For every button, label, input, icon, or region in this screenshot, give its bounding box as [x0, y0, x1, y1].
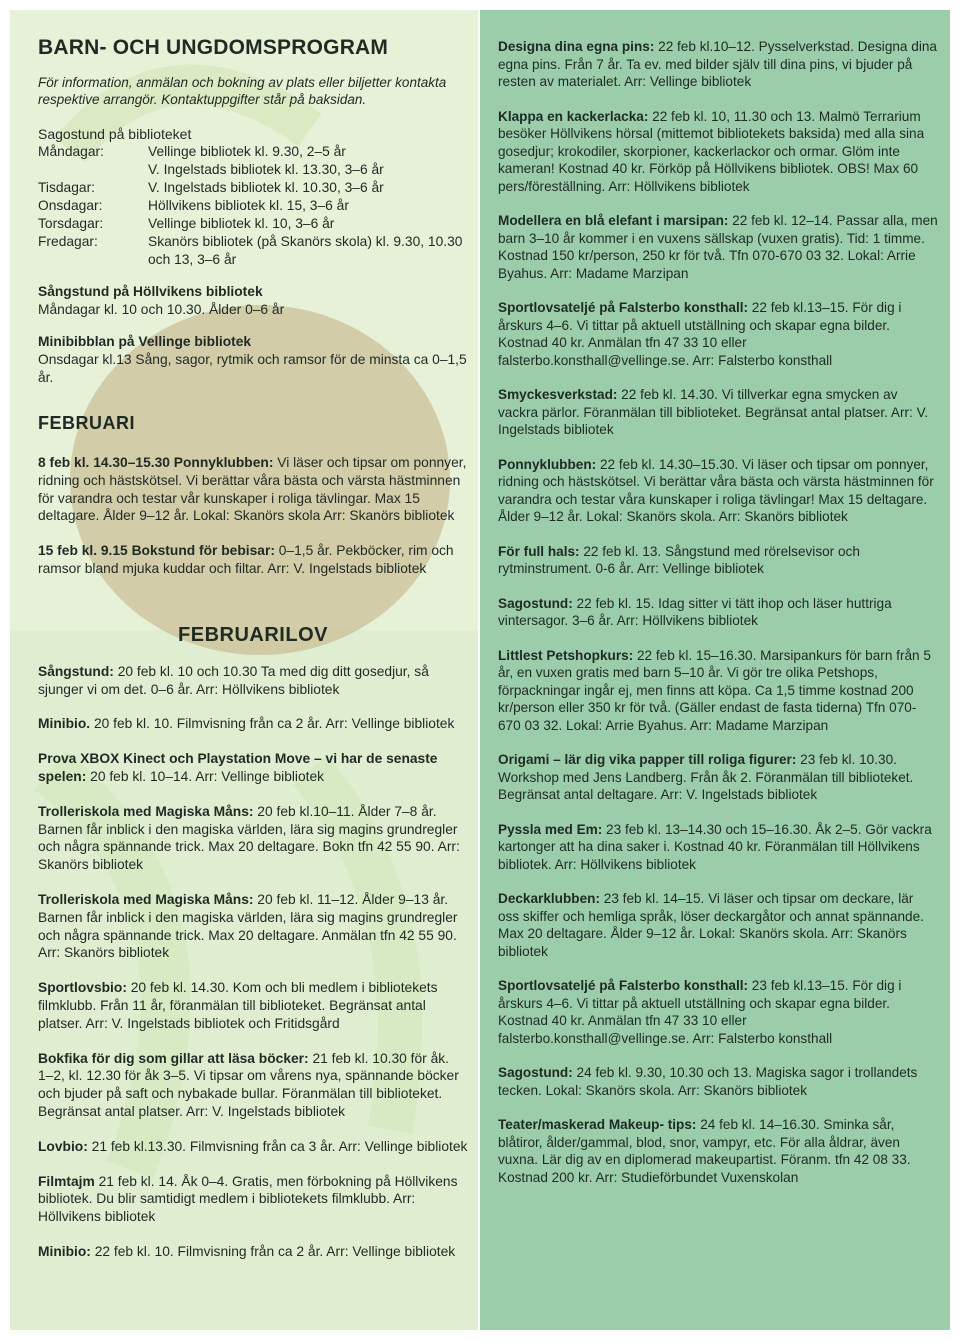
- event-title: Origami – lär dig vika papper till roliga figurer:: [498, 752, 797, 767]
- event-title: Ponnyklubben:: [498, 456, 597, 472]
- event-item: [498, 977, 938, 1047]
- event-title: Pyssla med Em:: [498, 821, 603, 837]
- event-text: 20 feb kl. 10–14. Arr: Vellinge bibliotek: [86, 768, 325, 784]
- schedule-heading: Sagostund på biblioteket: [38, 126, 192, 142]
- left-content: [38, 36, 468, 1278]
- event-item: [38, 750, 468, 786]
- februari-events: [38, 454, 468, 578]
- event-text: 20 feb kl. 10. Filmvisning från ca 2 år. Arr: Vellinge bibliotek: [90, 716, 455, 732]
- schedule-day: Onsdagar:: [38, 198, 103, 213]
- event-item: [38, 979, 468, 1032]
- event-title: Minibio:: [38, 1243, 91, 1259]
- event-text: 22 feb kl. 13. Sångstund med rörelsevisor och rytminstrument. 0-6 år. Arr: Vellinge bibliotek: [498, 543, 860, 576]
- event-title: Sportlovsateljé på Falsterbo konsthall:: [498, 300, 749, 315]
- event-item: [498, 456, 938, 526]
- event-text: 22 feb kl. 10, 11.30 och 13. Malmö Terrarium besöker Höllvikens hörsal (mittemot bibliotekets baksida) med alla sina gosedjur; krokodiler, skorpioner, kackerlackor och ormar. Glöm inte kameran! Kostnad 40 kr. Förköp på Höllvikens bibliotek. OBS! Max 60 pers/föreställning. Arr: Höllvikens bibliotek: [498, 108, 925, 194]
- schedule-day: Fredagar:: [38, 234, 98, 249]
- event-text: 23 feb kl. 10.30. Workshop med Jens Landberg. Från åk 2. Föranmälan till biblioteket. Begränsat antal deltagare. Arr: V. Ingelstads bibliotek: [498, 752, 914, 802]
- event-text: 20 feb kl. 10 och 10.30 Ta med dig ditt gosedjur, så sjunger vi om det. 0–6 år. Arr: Höllvikens bibliotek: [38, 663, 429, 697]
- event-text: 22 feb kl. 15. Idag sitter vi tätt ihop och läser huttriga vintersagor. 3–6 år. Arr: Höllvikens bibliotek: [498, 595, 892, 628]
- event-item: [38, 542, 468, 578]
- schedule-day: Måndagar:: [38, 144, 104, 159]
- event-text: 22 feb kl.13–15. För dig i årskurs 4–6. Vi tittar på aktuell utställning och skapar egna bilder. Kostnad 40 kr. Anmälan tfn 47 33 10 eller falsterbo.konsthall@vellinge.se. Arr: Falsterbo konsthall: [498, 300, 902, 368]
- event-text: 22 feb kl. 12–14. Passar alla, men barn 3–10 år kommer i en vuxens sällskap (vuxen gratis). Tid: 1 timme. Kostnad 150 kr/person, 250 kr för två. Tfn 070-670 03 32. Lokal: Arrie Byahus. Arr: Madame Marzipan: [498, 213, 938, 281]
- section-title-februarilov: FEBRUARILOV: [178, 623, 328, 646]
- event-item: [498, 212, 938, 282]
- event-text: Vi läser och tipsar om ponnyer, ridning och hästskötsel. Vi berättar våra bästa och värsta hästminnen för varandra och testar vår kunskaper i roliga tävlingar. Max 15 deltagare. Ålder 9–12 år. Lokal: Skanörs skola Arr: Skanörs bibliotek: [38, 455, 467, 524]
- info-block-text: Onsdagar kl.13 Sång, sagor, rytmik och ramsor för de minsta ca 0–1,5 år.: [38, 352, 467, 385]
- section-title-februari: FEBRUARI: [38, 413, 135, 433]
- info-block-title: Sångstund på Höllvikens bibliotek: [38, 284, 263, 299]
- event-title: Deckarklubben:: [498, 891, 600, 906]
- event-text: 23 feb kl.13–15. För dig i årskurs 4–6. Vi tittar på aktuell utställning och skapar egna bilder. Kostnad 40 kr. Anmälan tfn 47 33 10 eller falsterbo.konsthall@vellinge.se. Arr: Falsterbo konsthall: [498, 978, 902, 1046]
- event-item: [498, 751, 938, 804]
- event-item: [498, 1116, 938, 1186]
- event-title: Lovbio:: [38, 1138, 88, 1154]
- event-title: Modellera en blå elefant i marsipan:: [498, 213, 729, 228]
- event-text: 20 feb kl. 14.30. Kom och bli medlem i bibliotekets filmklubb. Från 11 år, föranmälan till biblioteket. Begränsat antal platser. Arr: V. Ingelstads bibliotek och Fritidsgård: [38, 980, 438, 1031]
- schedule-row: [38, 161, 468, 179]
- schedule-row: [38, 233, 468, 269]
- event-item: [38, 1243, 468, 1261]
- event-text: 0–1,5 år. Pekböcker, rim och ramsor bland mjuka kuddar och filtar. Arr: V. Ingelstads bibliotek: [38, 543, 454, 576]
- event-title: Klappa en kackerlacka:: [498, 108, 649, 124]
- schedule-row: [38, 215, 468, 233]
- schedule-list: [38, 143, 468, 269]
- event-text: 20 feb kl.10–11. Ålder 7–8 år. Barnen får inblick i den magiska världen, lära sig magins grundregler och några spännande trick. Max 20 deltagare. Bokn tfn 42 55 90. Arr: Skanörs bibliotek: [38, 803, 460, 873]
- schedule-day: [38, 161, 148, 179]
- event-item: [38, 715, 468, 733]
- info-block-title: Minibibblan på Vellinge bibliotek: [38, 334, 252, 349]
- event-item: [498, 108, 938, 196]
- event-text: 24 feb kl. 9.30, 10.30 och 13. Magiska sagor i trollandets tecken. Lokal: Skanörs skola. Arr: Skanörs bibliotek: [498, 1065, 918, 1098]
- event-title: Smyckesverkstad:: [498, 387, 618, 402]
- event-item: [38, 663, 468, 699]
- event-item: [38, 454, 468, 525]
- event-title: 15 feb kl. 9.15 Bokstund för bebisar:: [38, 543, 275, 559]
- left-column: [10, 10, 478, 1330]
- info-blocks: [38, 283, 468, 387]
- schedule-text: Skanörs bibliotek (på Skanörs skola) kl. 9.30, 10.30 och 13, 3–6 år: [148, 234, 463, 267]
- event-title: Filmtajm: [38, 1173, 95, 1189]
- event-item: [498, 38, 938, 91]
- event-title: Sportlovsateljé på Falsterbo konsthall:: [498, 978, 749, 993]
- event-text: 22 feb kl. 10. Filmvisning från ca 2 år. Arr: Vellinge bibliotek: [90, 1243, 456, 1259]
- schedule-row: [38, 197, 468, 215]
- schedule-day: Tisdagar:: [38, 180, 95, 195]
- schedule-text: Vellinge bibliotek kl. 9.30, 2–5 år: [148, 144, 346, 159]
- event-item: [38, 1173, 468, 1226]
- event-text: 21 feb kl. 10.30 för åk. 1–2, kl. 12.30 för åk 3–5. Vi tipsar om vårens nya, spännande böcker och bjuder på saft och nybakade bullar. Föranmälan till biblioteket. Begränsat antal platser. Arr: V. Ingelstads bibliotek: [38, 1050, 459, 1119]
- schedule-text: V. Ingelstads bibliotek kl. 13.30, 3–6 år: [148, 162, 384, 177]
- event-text: 22 feb kl.10–12. Pysselverkstad. Designa dina egna pins. Från 7 år. Ta ev. med bilder själv till dina pins, vi bjuder på resten av materialet. Arr: Vellinge bibliotek: [498, 39, 937, 89]
- event-item: [498, 1064, 938, 1099]
- right-events: [498, 38, 938, 1203]
- event-text: 22 feb kl. 14.30–15.30. Vi läser och tipsar om ponnyer, ridning och hästskötsel. Vi berättar våra bästa och värsta hästminnen för varandra och testar våra kunskaper i roliga tävlingar! Max 15 deltagare. Ålder 9–12 år. Lokal: Skanörs skola. Arr: Skanörs bibliotek: [498, 456, 934, 524]
- event-text: 24 feb kl. 14–16.30. Sminka sår, blåtiror, ålder/gammal, blod, snor, vampyr, etc. För alla åldrar, även vuxna. Lär dig av en diplomerad makeupartist. Föranm. tfn 42 08 33. Kostnad 200 kr. Arr: Studieförbundet Vuxenskolan: [498, 1117, 911, 1185]
- februarilov-events: [38, 663, 468, 1261]
- event-title: Littlest Petshopkurs:: [498, 647, 634, 663]
- event-text: 20 feb kl. 11–12. Ålder 9–13 år. Barnen får inblick i den magiska världen, lära sig magins grundregler och några spännande trick. Max 20 deltagare. Anmälan tfn 42 55 90. Arr: Skanörs bibliotek: [38, 891, 458, 961]
- schedule-text: Höllvikens bibliotek kl. 15, 3–6 år: [148, 198, 349, 213]
- schedule-row: [38, 179, 468, 197]
- event-title: Sångstund:: [38, 663, 114, 679]
- event-text: 23 feb kl. 14–15. Vi läser och tipsar om deckare, lär oss skiffer och hemliga språk, löser deckargåtor och annat spännande. Max 20 deltagare. Ålder 9–12 år. Lokal: Skanörs skola. Arr: Skanörs bibliotek: [498, 891, 924, 959]
- info-block-text: Måndagar kl. 10 och 10.30. Ålder 0–6 år: [38, 302, 285, 317]
- event-item: [498, 595, 938, 630]
- event-text: 21 feb kl. 14. Åk 0–4. Gratis, men förbokning på Höllvikens bibliotek. Du blir samtidigt medlem i bibliotekets filmklubb. Arr: Höllvikens bibliotek: [38, 1173, 458, 1225]
- schedule-text: V. Ingelstads bibliotek kl. 10.30, 3–6 år: [148, 180, 384, 195]
- event-text: 21 feb kl.13.30. Filmvisning från ca 3 år. Arr: Vellinge bibliotek: [87, 1138, 468, 1154]
- schedule-day: Torsdagar:: [38, 216, 104, 231]
- event-title: Prova XBOX Kinect och Playstation Move – vi har de senaste spelen:: [38, 751, 438, 784]
- event-item: [498, 647, 938, 735]
- event-title: Sagostund:: [498, 595, 573, 611]
- event-item: [498, 386, 938, 439]
- schedule-row: [38, 143, 468, 161]
- event-title: Minibio.: [38, 716, 91, 732]
- event-title: Sagostund:: [498, 1065, 573, 1080]
- event-item: [498, 543, 938, 578]
- event-title: Trolleriskola med Magiska Måns:: [38, 891, 254, 907]
- event-title: Sportlovsbio:: [38, 980, 127, 996]
- event-title: För full hals:: [498, 543, 580, 559]
- event-title: Teater/maskerad Makeup- tips:: [498, 1117, 697, 1132]
- schedule-text: Vellinge bibliotek kl. 10, 3–6 år: [148, 216, 335, 231]
- event-text: 22 feb kl. 14.30. Vi tillverkar egna smycken av vackra pärlor. Föranmälan till biblioteket. Begränsat antal platser. Arr: V. Ingelstads bibliotek: [498, 387, 929, 437]
- event-text: 23 feb kl. 13–14.30 och 15–16.30. Åk 2–5. Gör vackra kartonger att ha dina saker i. Kostnad 40 kr. Föranmälan till Höllvikens bibliotek. Arr: Höllvikens bibliotek: [498, 821, 932, 872]
- event-item: [38, 803, 468, 874]
- event-title: 8 feb kl. 14.30–15.30 Ponnyklubben:: [38, 455, 274, 470]
- event-text: 22 feb kl. 15–16.30. Marsipankurs för barn från 5 år, en vuxen gratis med barn 5–10 år. Vi gör tre olika Petshops, förpackningar ingår ej, men finns att köpa. Ca 1,5 timme kostnad 200 kr/person eller 350 kr för två. (Gäller endast de fasta tiderna) Tfn 070-670 03 32. Lokal: Arrie Byahus. Arr: Madame Marzipan: [498, 647, 931, 733]
- event-item: [38, 1050, 468, 1121]
- event-title: Trolleriskola med Magiska Måns:: [38, 803, 254, 819]
- intro-text: För information, anmälan och bokning av plats eller biljetter kontakta respektive arrangör. Kontaktuppgifter står på baksidan.: [38, 75, 447, 107]
- event-title: Designa dina egna pins:: [498, 39, 655, 54]
- info-block: [38, 333, 468, 387]
- page-title: BARN- OCH UNGDOMSPROGRAM: [38, 36, 389, 59]
- right-column: [480, 10, 950, 1330]
- event-title: Bokfika för dig som gillar att läsa böcker:: [38, 1050, 309, 1066]
- info-block: [38, 283, 468, 319]
- event-item: [498, 890, 938, 960]
- event-item: [38, 891, 468, 962]
- event-item: [498, 821, 938, 874]
- event-item: [498, 299, 938, 369]
- event-item: [38, 1138, 468, 1156]
